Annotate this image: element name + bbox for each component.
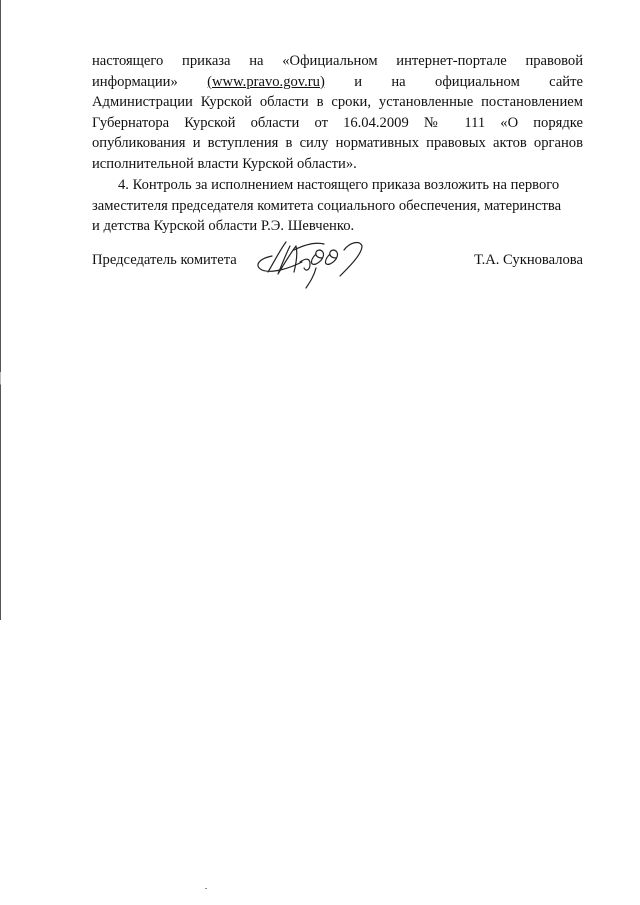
text-line-9: и детства Курской области Р.Э. Шевченко. <box>92 218 355 235</box>
pravo-gov-link[interactable]: (www.pravo.gov.ru) <box>207 73 325 90</box>
text-line-8: заместителя председателя комитета социального обеспечения, материнства <box>92 197 562 214</box>
paragraph-publication <box>92 51 583 175</box>
scan-margin-line <box>0 0 1 620</box>
signatory-name: Т.А. Сукновалова <box>474 252 583 268</box>
text-line-5: опубликования и вступления в силу нормативных правовых актов органов <box>92 135 583 152</box>
text-line-4: Губернатора Курской области от 16.04.2009 № 111 «О порядке <box>92 114 583 131</box>
text-line-7: 4. Контроль за исполнением настоящего приказа возложить на первого <box>118 177 560 193</box>
text-line-3: Администрации Курской области в сроки, установленные постановлением <box>92 94 583 111</box>
scan-speck <box>205 888 207 889</box>
signatory-title: Председатель комитета <box>92 252 237 268</box>
text-line-1: настоящего приказа на «Официальном интернет-портале правовой <box>92 53 584 69</box>
text-line-6: исполнительной власти Курской области». <box>92 155 357 172</box>
handwritten-signature <box>250 232 380 294</box>
text-line-2: информации» (www.pravo.gov.ru) и на официальном сайте <box>92 73 583 90</box>
paragraph-control <box>92 175 583 237</box>
